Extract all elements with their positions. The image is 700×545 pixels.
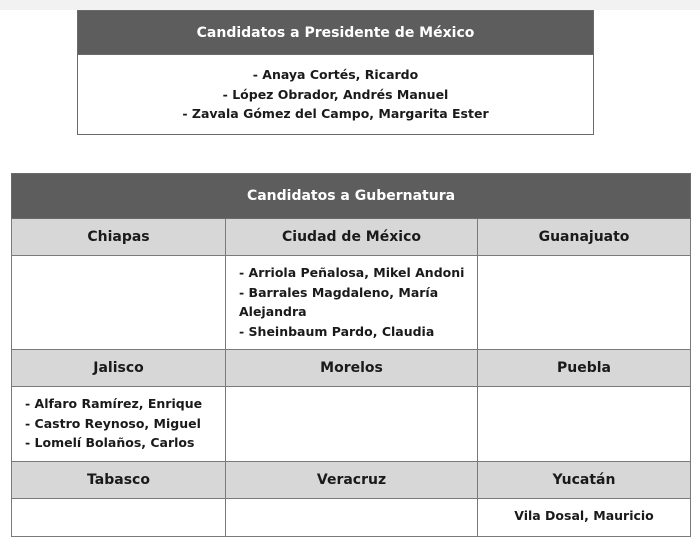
state-header-puebla: Puebla xyxy=(478,350,691,387)
candidates-cell-veracruz xyxy=(226,499,478,537)
state-header-tabasco: Tabasco xyxy=(12,462,226,499)
candidates-cell-chiapas xyxy=(12,256,226,350)
candidates-cell-tabasco xyxy=(12,499,226,537)
presidential-candidates-table xyxy=(77,10,594,135)
state-header-chiapas: Chiapas xyxy=(12,219,226,256)
state-header-veracruz: Veracruz xyxy=(226,462,478,499)
candidates-cell-yucatan xyxy=(478,499,691,537)
candidate-name: - Castro Reynoso, Miguel xyxy=(25,415,201,431)
candidate-name: - Anaya Cortés, Ricardo xyxy=(252,67,419,82)
candidate-name: - Lomelí Bolaños, Carlos xyxy=(25,435,195,450)
candidates-cell-guanajuato xyxy=(478,256,691,350)
presidential-candidates-cell xyxy=(78,55,594,135)
governorship-candidates-table xyxy=(11,173,691,537)
candidates-cell-ciudad-de-mexico xyxy=(226,256,478,350)
candidates-cell-puebla xyxy=(478,387,691,462)
candidate-name: Vila Dosal, Mauricio xyxy=(514,508,654,523)
candidate-name: - López Obrador, Andrés Manuel xyxy=(222,86,449,102)
state-header-jalisco: Jalisco xyxy=(12,350,226,387)
candidate-name: - Zavala Gómez del Campo, Margarita Ester xyxy=(182,106,489,121)
candidate-name: - Sheinbaum Pardo, Claudia xyxy=(239,323,435,339)
candidate-name: - Barrales Magdaleno, María Alejandra xyxy=(239,284,439,319)
presidential-table-title: Candidatos a Presidente de México xyxy=(78,11,594,55)
candidates-cell-jalisco xyxy=(12,387,226,462)
candidate-name: - Alfaro Ramírez, Enrique xyxy=(25,396,203,411)
governorship-table-title: Candidatos a Gubernatura xyxy=(12,174,691,219)
candidates-cell-morelos xyxy=(226,387,478,462)
state-header-yucatan: Yucatán xyxy=(478,462,691,499)
state-header-ciudad-de-mexico: Ciudad de México xyxy=(226,219,478,256)
top-margin xyxy=(0,0,700,10)
state-header-guanajuato: Guanajuato xyxy=(478,219,691,256)
candidate-name: - Arriola Peñalosa, Mikel Andoni xyxy=(239,265,465,280)
state-header-morelos: Morelos xyxy=(226,350,478,387)
